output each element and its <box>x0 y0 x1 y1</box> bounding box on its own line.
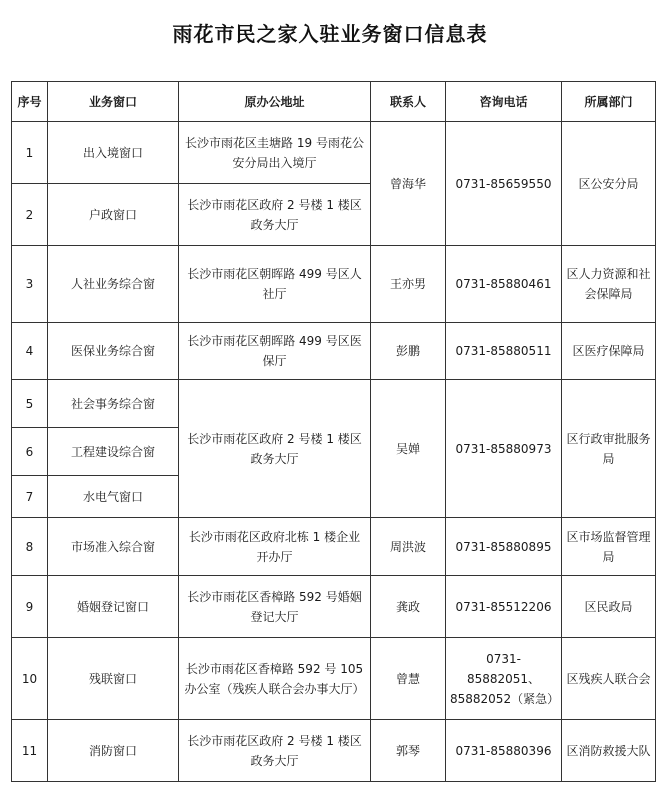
row-address: 长沙市雨花区香樟路 592 号 105 办公室（残疾人联合会办事大厅） <box>179 638 371 720</box>
row-window: 残联窗口 <box>48 638 179 720</box>
table-row <box>12 380 656 428</box>
table-row <box>12 246 656 323</box>
row-phone: 0731-85880511 <box>446 323 562 380</box>
row-window: 社会事务综合窗 <box>48 380 179 428</box>
row-phone: 0731-85659550 <box>446 122 562 246</box>
row-window: 市场准入综合窗 <box>48 518 179 576</box>
table-header-row <box>12 82 656 122</box>
row-contact: 吴婵 <box>371 380 446 518</box>
row-address: 长沙市雨花区政府 2 号楼 1 楼区政务大厅 <box>179 184 371 246</box>
row-address: 长沙市雨花区政府 2 号楼 1 楼区政务大厅 <box>179 380 371 518</box>
header-contact: 联系人 <box>371 82 446 122</box>
row-window: 水电气窗口 <box>48 476 179 518</box>
info-table <box>11 81 656 782</box>
row-dept: 区人力资源和社会保障局 <box>562 246 656 323</box>
row-window: 出入境窗口 <box>48 122 179 184</box>
table-row <box>12 323 656 380</box>
row-seq: 6 <box>12 428 48 476</box>
row-phone: 0731-85880895 <box>446 518 562 576</box>
table-row <box>12 576 656 638</box>
header-address: 原办公地址 <box>179 82 371 122</box>
row-seq: 9 <box>12 576 48 638</box>
row-address: 长沙市雨花区朝晖路 499 号区人社厅 <box>179 246 371 323</box>
table-row <box>12 720 656 782</box>
row-contact: 彭鹏 <box>371 323 446 380</box>
row-seq: 2 <box>12 184 48 246</box>
row-phone: 0731-85882051、85882052（紧急） <box>446 638 562 720</box>
row-contact: 曾海华 <box>371 122 446 246</box>
row-seq: 4 <box>12 323 48 380</box>
header-window: 业务窗口 <box>48 82 179 122</box>
row-dept: 区行政审批服务局 <box>562 380 656 518</box>
row-address: 长沙市雨花区朝晖路 499 号区医保厅 <box>179 323 371 380</box>
table-row <box>12 638 656 720</box>
row-window: 医保业务综合窗 <box>48 323 179 380</box>
row-phone: 0731-85880461 <box>446 246 562 323</box>
row-window: 婚姻登记窗口 <box>48 576 179 638</box>
row-seq: 11 <box>12 720 48 782</box>
row-seq: 5 <box>12 380 48 428</box>
table-row <box>12 518 656 576</box>
page-title: 雨花市民之家入驻业务窗口信息表 <box>172 22 488 46</box>
header-seq: 序号 <box>12 82 48 122</box>
row-dept: 区公安分局 <box>562 122 656 246</box>
row-seq: 1 <box>12 122 48 184</box>
row-dept: 区消防救援大队 <box>562 720 656 782</box>
header-dept: 所属部门 <box>562 82 656 122</box>
row-address: 长沙市雨花区政府 2 号楼 1 楼区政务大厅 <box>179 720 371 782</box>
row-address: 长沙市雨花区政府北栋 1 楼企业开办厅 <box>179 518 371 576</box>
row-contact: 龚政 <box>371 576 446 638</box>
table-row <box>12 122 656 184</box>
row-seq: 8 <box>12 518 48 576</box>
row-dept: 区医疗保障局 <box>562 323 656 380</box>
row-seq: 10 <box>12 638 48 720</box>
row-contact: 王亦男 <box>371 246 446 323</box>
row-window: 人社业务综合窗 <box>48 246 179 323</box>
row-contact: 郭琴 <box>371 720 446 782</box>
row-contact: 曾慧 <box>371 638 446 720</box>
row-phone: 0731-85512206 <box>446 576 562 638</box>
row-dept: 区民政局 <box>562 576 656 638</box>
row-dept: 区残疾人联合会 <box>562 638 656 720</box>
row-dept: 区市场监督管理局 <box>562 518 656 576</box>
row-window: 户政窗口 <box>48 184 179 246</box>
row-address: 长沙市雨花区香樟路 592 号婚姻登记大厅 <box>179 576 371 638</box>
row-phone: 0731-85880396 <box>446 720 562 782</box>
row-seq: 3 <box>12 246 48 323</box>
row-window: 消防窗口 <box>48 720 179 782</box>
row-phone: 0731-85880973 <box>446 380 562 518</box>
header-phone: 咨询电话 <box>446 82 562 122</box>
row-contact: 周洪波 <box>371 518 446 576</box>
row-address: 长沙市雨花区圭塘路 19 号雨花公安分局出入境厅 <box>179 122 371 184</box>
row-window: 工程建设综合窗 <box>48 428 179 476</box>
row-seq: 7 <box>12 476 48 518</box>
